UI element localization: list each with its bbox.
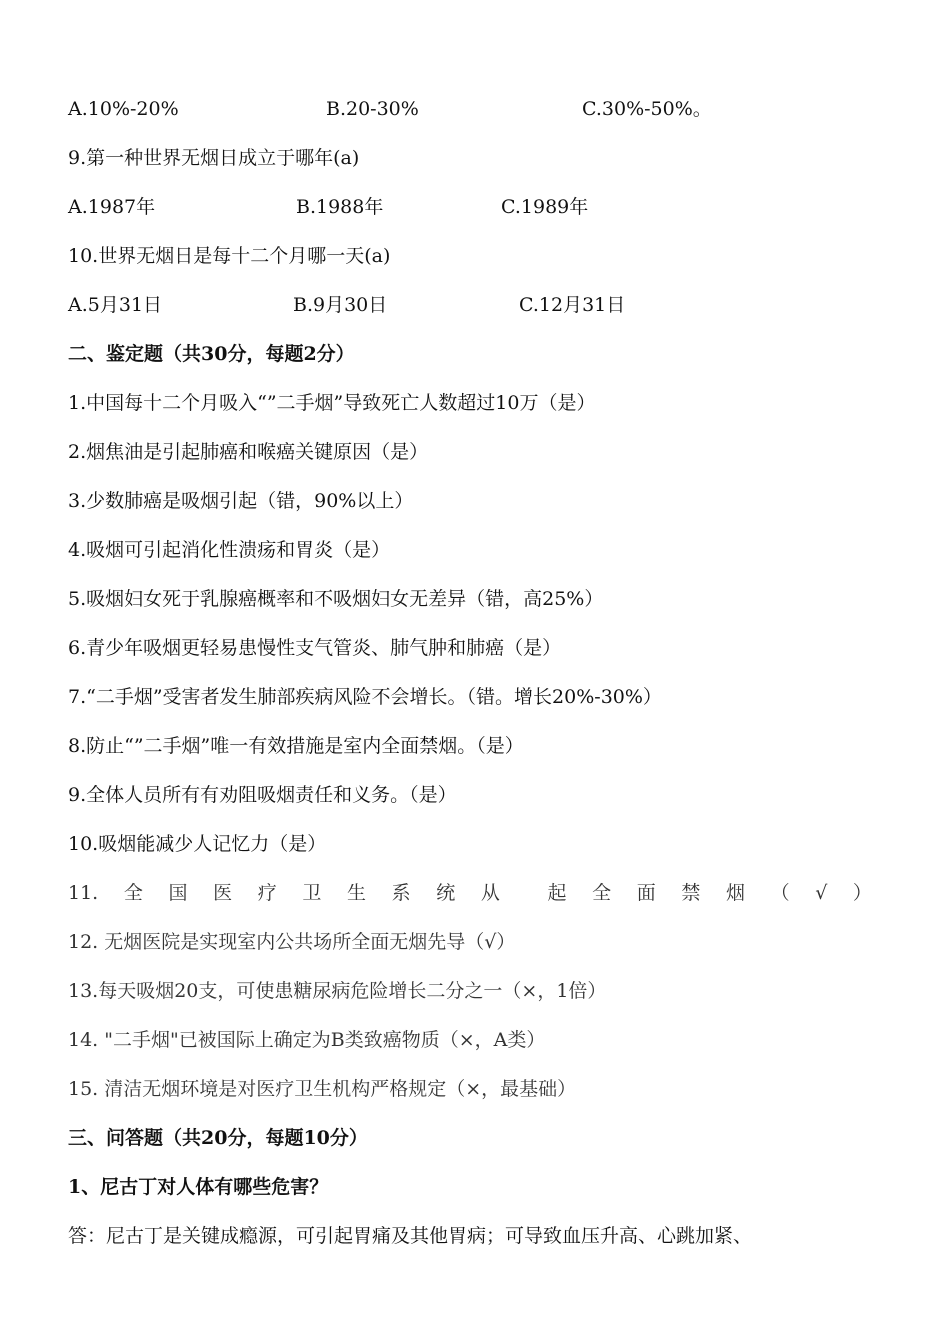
section2-item-14: 14. "二手烟"已被国际上确定为B类致癌物质（×，A类） [68, 1029, 546, 1051]
q10-option-a: A.5月31日 [68, 294, 163, 316]
q10-option-c: C.12月31日 [519, 294, 626, 316]
item11-part: 面 [636, 882, 656, 904]
section2-item-11 [68, 879, 872, 907]
q10-question: 10.世界无烟日是每十二个月哪一天(a) [68, 245, 391, 267]
section3-question-1: 1、尼古丁对人体有哪些危害？ [68, 1176, 329, 1198]
section2-item-1: 1.中国每十二个月吸入“”二手烟”导致死亡人数超过10万（是） [68, 392, 596, 414]
q10-option-b: B.9月30日 [293, 294, 388, 316]
item11-part: 生 [346, 882, 366, 904]
item11-part: 卫 [302, 882, 322, 904]
section2-item-7: 7.“二手烟”受害者发生肺部疾病风险不会增长。（错。增长20%-30%） [68, 686, 662, 708]
item11-part: 统 [436, 882, 456, 904]
item11-part: 禁 [681, 882, 701, 904]
item11-part: 国 [168, 882, 188, 904]
section2-heading: 二、鉴定题（共30分，每题2分） [68, 343, 355, 365]
item11-part: 疗 [257, 882, 277, 904]
section2-item-13: 13.每天吸烟20支，可使患糖尿病危险增长二分之一（×，1倍） [68, 980, 607, 1002]
section2-item-2: 2.烟焦油是引起肺癌和喉癌关键原因（是） [68, 441, 429, 463]
item11-part: 全 [123, 882, 143, 904]
q9-question: 9.第一种世界无烟日成立于哪年(a) [68, 147, 360, 169]
item11-part: 从 [480, 882, 500, 904]
q9-option-c: C.1989年 [501, 196, 589, 218]
section3-answer-1: 答：尼古丁是关键成瘾源，可引起胃痛及其他胃病；可导致血压升高、心跳加紧、 [68, 1225, 753, 1247]
item11-part: 烟 [725, 882, 745, 904]
item11-part: 全 [592, 882, 612, 904]
item11-part: ） [852, 882, 872, 904]
section3-heading: 三、问答题（共20分，每题10分） [68, 1127, 368, 1149]
item11-part: 系 [391, 882, 411, 904]
item11-part: 11. [68, 882, 99, 904]
item11-part: √ [815, 882, 828, 904]
section2-item-9: 9.全体人员所有有劝阻吸烟责任和义务。（是） [68, 784, 457, 806]
section2-item-5: 5.吸烟妇女死于乳腺癌概率和不吸烟妇女无差异（错，高25%） [68, 588, 604, 610]
section2-item-12: 12. 无烟医院是实现室内公共场所全面无烟先导（√） [68, 931, 516, 953]
item11-part: 起 [547, 882, 567, 904]
q8-option-c: C.30%-50%。 [582, 98, 712, 120]
q9-option-a: A.1987年 [68, 196, 156, 218]
section2-item-10: 10.吸烟能减少人记忆力（是） [68, 833, 327, 855]
q8-option-a: A.10%-20% [68, 98, 179, 120]
section2-item-8: 8.防止“”二手烟”唯一有效措施是室内全面禁烟。（是） [68, 735, 524, 757]
q9-option-b: B.1988年 [296, 196, 384, 218]
item11-part: 医 [213, 882, 233, 904]
q8-option-b: B.20-30% [326, 98, 419, 120]
section2-item-6: 6.青少年吸烟更轻易患慢性支气管炎、肺气肿和肺癌（是） [68, 637, 562, 659]
section2-item-15: 15. 清洁无烟环境是对医疗卫生机构严格规定（×，最基础） [68, 1078, 577, 1100]
section2-item-3: 3.少数肺癌是吸烟引起（错，90%以上） [68, 490, 414, 512]
section2-item-4: 4.吸烟可引起消化性溃疡和胃炎（是） [68, 539, 391, 561]
item11-part: （ [770, 882, 790, 904]
